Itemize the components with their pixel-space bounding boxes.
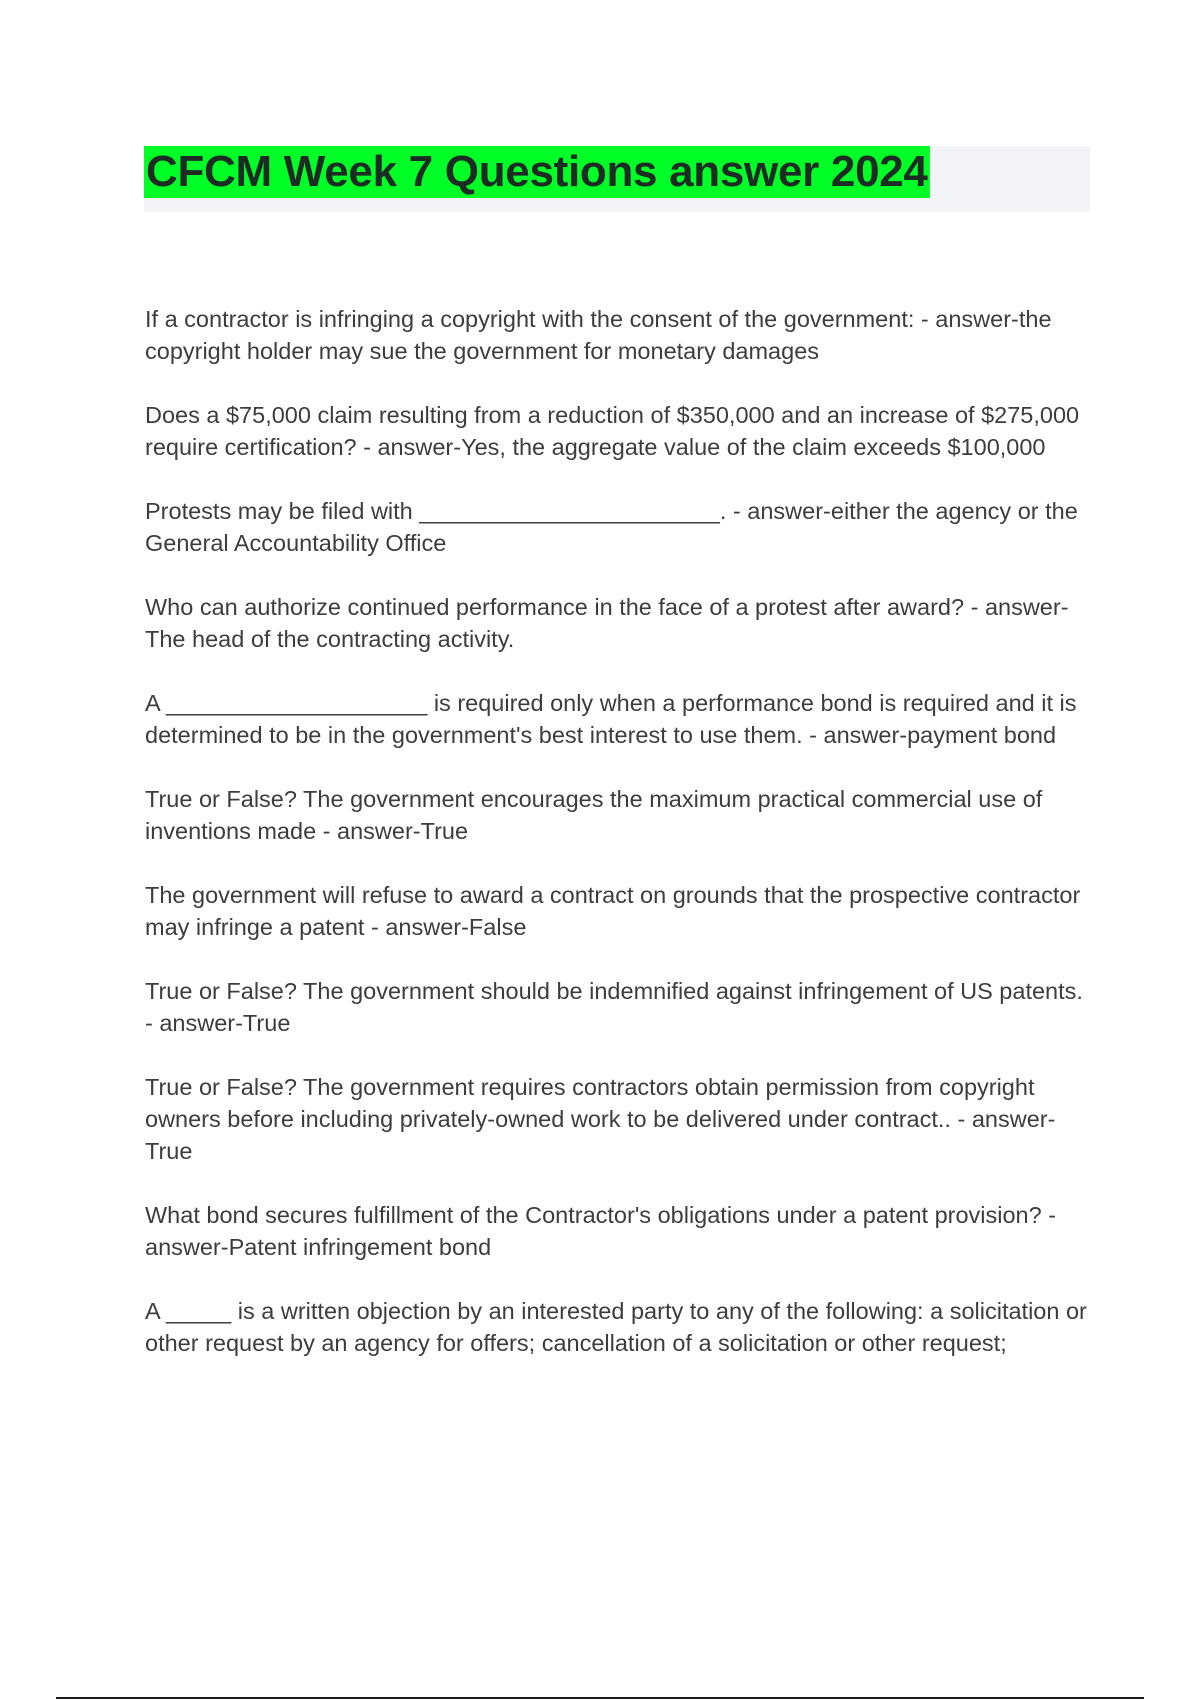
- qa-item: True or False? The government requires contractors obtain permission from copyright owners before including privately-owned work to be delivered under contract.. - answer-True: [145, 1074, 1056, 1164]
- qa-item: True or False? The government encourages the maximum practical commercial use of inventions made - answer-True: [145, 786, 1043, 844]
- qa-item: Does a $75,000 claim resulting from a reduction of $350,000 and an increase of $275,000 require certification? - answer-Yes, the aggregate value of the claim exceeds $100,000: [145, 402, 1080, 460]
- qa-item: What bond secures fulfillment of the Contractor's obligations under a patent provision? - answer-Patent infringement bond: [145, 1202, 1057, 1260]
- qa-item: True or False? The government should be indemnified against infringement of US patents. - answer-True: [145, 978, 1083, 1036]
- qa-list: [145, 303, 1090, 1391]
- page-bottom-rule: [56, 1697, 1144, 1699]
- qa-item: Who can authorize continued performance in the face of a protest after award? - answer-The head of the contracting activity.: [145, 594, 1069, 652]
- qa-item: If a contractor is infringing a copyright with the consent of the government: - answer-the copyright holder may sue the government for monetary damages: [145, 306, 1052, 364]
- document-title: CFCM Week 7 Questions answer 2024: [146, 147, 928, 196]
- qa-item: Protests may be filed with _______________________. - answer-either the agency or the General Accountability Office: [145, 498, 1078, 556]
- qa-item: The government will refuse to award a contract on grounds that the prospective contractor may infringe a patent - answer-False: [145, 882, 1081, 940]
- qa-item: A ____________________ is required only when a performance bond is required and it is determined to be in the government's best interest to use them. - answer-payment bond: [145, 690, 1077, 748]
- qa-item: A _____ is a written objection by an interested party to any of the following: a solicitation or other request by an agency for offers; cancellation of a solicitation or other request;: [145, 1298, 1087, 1356]
